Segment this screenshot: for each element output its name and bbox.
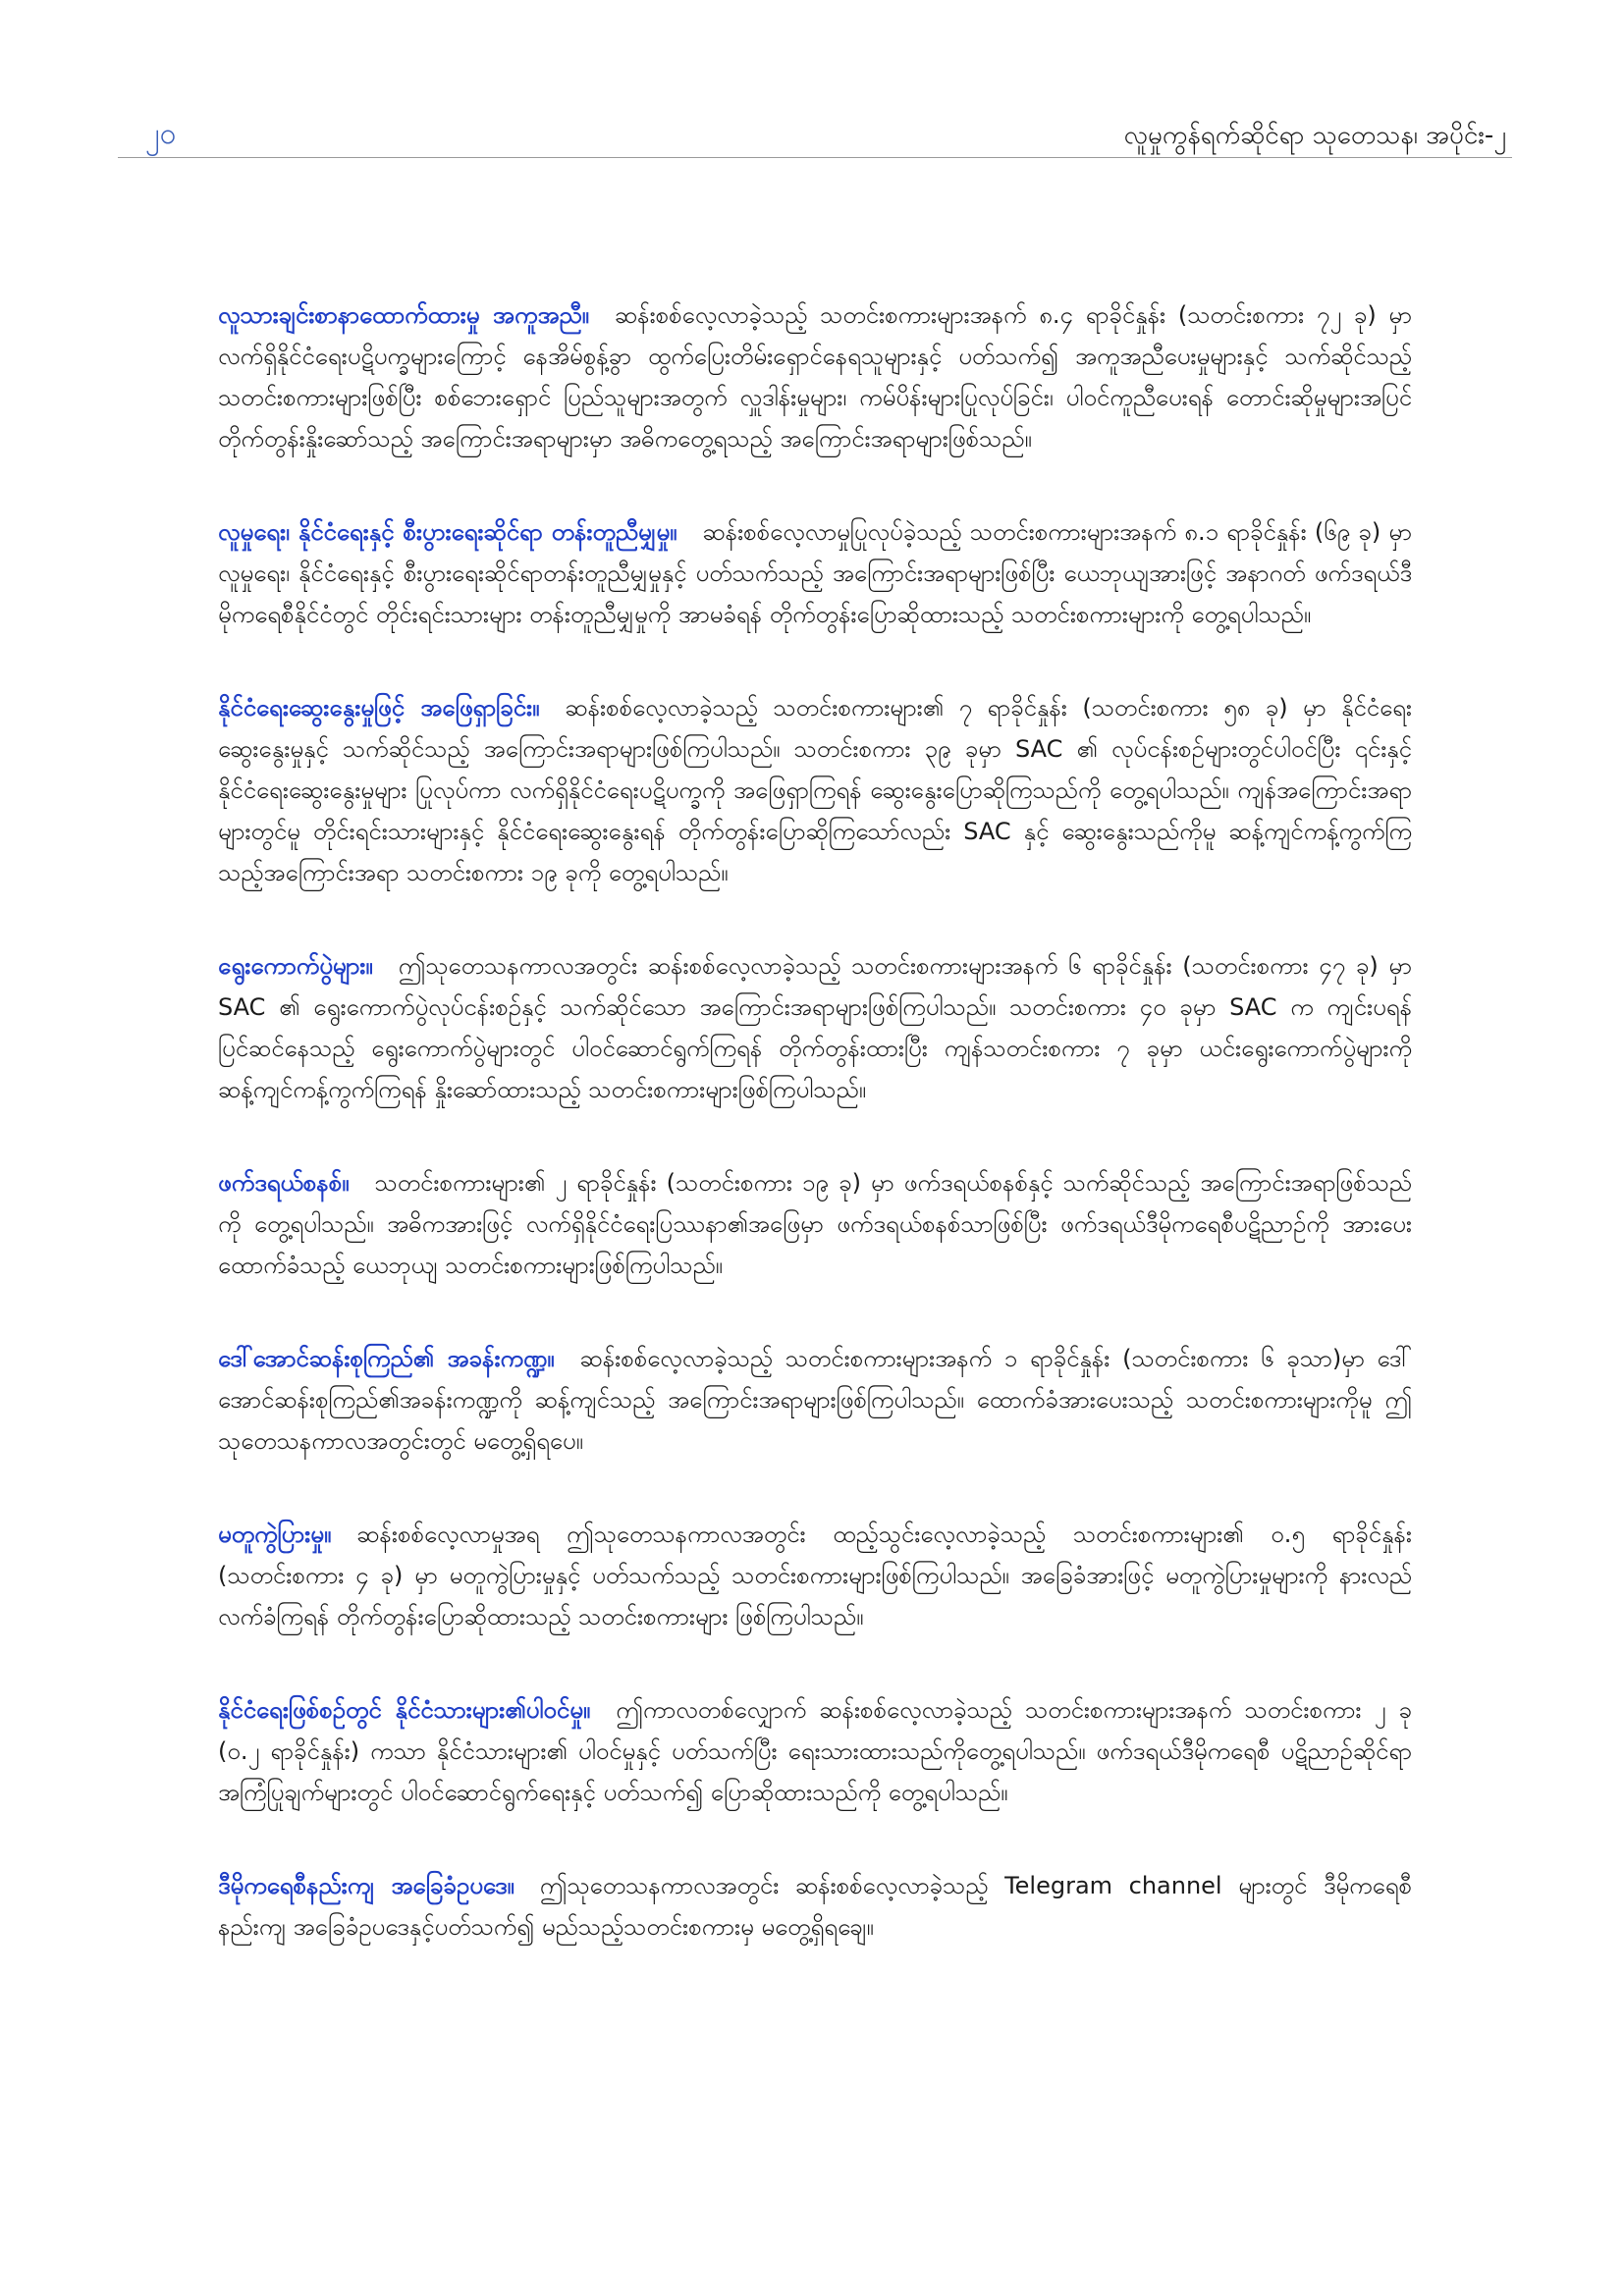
section-heading: ဖက်ဒရယ်စနစ်။ — [218, 1169, 350, 1197]
section-body: ဤသုတေသနကာလအတွင်း ဆန်းစစ်လေ့လာခဲ့သည့် သတင်းစကားများအနက် ၆ ရာခိုင်နှုန်း (သတင်းစကား ၄၇ ခု) မှာ SAC ၏ ရွေးကောက်ပွဲလုပ်ငန်းစဉ်နှင့် သက်ဆိုင်သော အကြောင်းအရာများဖြစ်ကြပါသည်။ သတင်းစကား ၄၀ ခုမှာ SAC က ကျင်းပရန် ပြင်ဆင်နေသည့် ရွေးကောက်ပွဲများတွင် ပါဝင်ဆောင်ရွက်ကြရန် တိုက်တွန်းထားပြီး ကျန်သတင်းစကား ၇ ခုမှာ ယင်းရွေးကောက်ပွဲများကို ဆန့်ကျင်ကန့်ကွက်ကြရန် နှိုးဆော်ထားသည့် သတင်းစကားများဖြစ်ကြပါသည်။ — [218, 952, 1412, 1103]
section-heading: ရွေးကောက်ပွဲများ။ — [218, 952, 373, 980]
section-aung-san-suu-kyi-role — [218, 1338, 1412, 1462]
section-equality — [218, 511, 1412, 635]
section-democratic-constitution — [218, 1865, 1412, 1948]
section-heading: ဒီမိုကရေစီနည်းကျ အခြေခံဥပဒေ။ — [218, 1872, 514, 1899]
section-heading: နိုင်ငံရေးဆွေးနွေးမှုဖြင့် အဖြေရှာခြင်း။ — [218, 694, 540, 721]
section-elections — [218, 945, 1412, 1110]
section-body: ဤသုတေသနကာလအတွင်း ဆန်းစစ်လေ့လာခဲ့သည့် Telegram channel များတွင် ဒီမိုကရေစီနည်းကျ အခြေခံဥပဒေနှင့်ပတ်သက်၍ မည်သည့်သတင်းစကားမှ မတွေ့ရှိရချေ။ — [218, 1872, 1412, 1941]
section-federalism — [218, 1162, 1412, 1286]
section-body: ဆန်းစစ်လေ့လာခဲ့သည့် သတင်းစကားများအနက် ၁ ရာခိုင်နှုန်း (သတင်းစကား ၆ ခုသာ)မှာ ဒေါ်အောင်ဆန်းစုကြည်၏အခန်းကဏ္ဍကို ဆန့်ကျင်သည့် အကြောင်းအရာများဖြစ်ကြပါသည်။ ထောက်ခံအားပေးသည့် သတင်းစကားများကိုမူ ဤသုတေသနကာလအတွင်းတွင် မတွေ့ရှိရပေ။ — [218, 1345, 1412, 1455]
document-body — [218, 294, 1412, 2000]
section-heading: ဒေါ်အောင်ဆန်းစုကြည်၏ အခန်းကဏ္ဍ။ — [218, 1345, 555, 1372]
section-heading: လူမှုရေး၊ နိုင်ငံရေးနှင့် စီးပွားရေးဆိုင်ရာ တန်းတူညီမျှမှု။ — [218, 518, 677, 546]
section-body: ဆန်းစစ်လေ့လာမှုပြုလုပ်ခဲ့သည့် သတင်းစကားများအနက် ၈.၁ ရာခိုင်နှုန်း (၆၉ ခု) မှာ လူမှုရေး၊ နိုင်ငံရေးနှင့် စီးပွားရေးဆိုင်ရာတန်းတူညီမျှမှုနှင့် ပတ်သက်သည့် အကြောင်းအရာများဖြစ်ပြီး ယေဘုယျအားဖြင့် အနာဂတ် ဖက်ဒရယ်ဒီမိုကရေစီနိုင်ငံတွင် တိုင်းရင်းသားများ တန်းတူညီမျှမှုကို အာမခံရန် တိုက်တွန်းပြောဆိုထားသည့် သတင်းစကားများကို တွေ့ရပါသည်။ — [218, 518, 1412, 628]
section-diversity — [218, 1514, 1412, 1637]
section-citizen-participation — [218, 1689, 1412, 1813]
section-heading: လူသားချင်းစာနာထောက်ထားမှု အကူအညီ။ — [218, 301, 589, 329]
section-body: ဆန်းစစ်လေ့လာမှုအရ ဤသုတေသနကာလအတွင်း ထည့်သွင်းလေ့လာခဲ့သည့် သတင်းစကားများ၏ ၀.၅ ရာခိုင်နှုန်း (သတင်းစကား ၄ ခု) မှာ မတူကွဲပြားမှုနှင့် ပတ်သက်သည့် သတင်းစကားများဖြစ်ကြပါသည်။ အခြေခံအားဖြင့် မတူကွဲပြားမှုများကို နားလည်လက်ခံကြရန် တိုက်တွန်းပြောဆိုထားသည့် သတင်းစကားများ ဖြစ်ကြပါသည်။ — [218, 1521, 1412, 1630]
section-body: သတင်းစကားများ၏ ၂ ရာခိုင်နှုန်း (သတင်းစကား ၁၉ ခု) မှာ ဖက်ဒရယ်စနစ်နှင့် သက်ဆိုင်သည့် အကြောင်းအရာဖြစ်သည်ကို တွေ့ရပါသည်။ အဓိကအားဖြင့် လက်ရှိနိုင်ငံရေးပြဿနာ၏အဖြေမှာ ဖက်ဒရယ်စနစ်သာဖြစ်ပြီး ဖက်ဒရယ်ဒီမိုကရေစီပဋိညာဉ်ကို အားပေးထောက်ခံသည့် ယေဘုယျ သတင်းစကားများဖြစ်ကြပါသည်။ — [218, 1169, 1412, 1279]
section-humanitarian-aid — [218, 294, 1412, 459]
section-heading: မတူကွဲပြားမှု။ — [218, 1521, 332, 1548]
section-political-dialogue — [218, 687, 1412, 893]
section-body: ဆန်းစစ်လေ့လာခဲ့သည့် သတင်းစကားများအနက် ၈.၄ ရာခိုင်နှုန်း (သတင်းစကား ၇၂ ခု) မှာ လက်ရှိနိုင်ငံရေးပဋိပက္ခများကြောင့် နေအိမ်စွန့်ခွာ ထွက်ပြေးတိမ်းရှောင်နေရသူများနှင့် ပတ်သက်၍ အကူအညီပေးမှုများနှင့် သက်ဆိုင်သည့် သတင်းစကားများဖြစ်ပြီး စစ်ဘေးရှောင် ပြည်သူများအတွက် လှူဒါန်းမှုများ၊ ကမ်ပိန်းများပြုလုပ်ခြင်း၊ ပါဝင်ကူညီပေးရန် တောင်းဆိုမှုများအပြင် တိုက်တွန်းနှိုးဆော်သည့် အကြောင်းအရာများမှာ အဓိကတွေ့ရသည့် အကြောင်းအရာများဖြစ်သည်။ — [218, 301, 1412, 453]
running-title: လူမှုကွန်ရက်ဆိုင်ရာ သုတေသန၊ အပိုင်း-၂ — [1123, 121, 1506, 150]
section-body: ဤကာလတစ်လျှောက် ဆန်းစစ်လေ့လာခဲ့သည့် သတင်းစကားများအနက် သတင်းစကား ၂ ခု (၀.၂ ရာခိုင်နှုန်း) ကသာ နိုင်ငံသားများ၏ ပါဝင်မှုနှင့် ပတ်သက်ပြီး ရေးသားထားသည်ကိုတွေ့ရပါသည်။ ဖက်ဒရယ်ဒီမိုကရေစီ ပဋိညာဉ်ဆိုင်ရာ အကြံပြုချက်များတွင် ပါဝင်ဆောင်ရွက်ရေးနှင့် ပတ်သက်၍ ပြောဆိုထားသည်ကို တွေ့ရပါသည်။ — [218, 1696, 1413, 1806]
section-heading: နိုင်ငံရေးဖြစ်စဉ်တွင် နိုင်ငံသားများ၏ပါဝင်မှု။ — [218, 1696, 591, 1724]
section-body: ဆန်းစစ်လေ့လာခဲ့သည့် သတင်းစကားများ၏ ၇ ရာခိုင်နှုန်း (သတင်းစကား ၅၈ ခု) မှာ နိုင်ငံရေးဆွေးနွေးမှုနှင့် သက်ဆိုင်သည့် အကြောင်းအရာများဖြစ်ကြပါသည်။ သတင်းစကား ၃၉ ခုမှာ SAC ၏ လုပ်ငန်းစဉ်များတွင်ပါဝင်ပြီး ၎င်းနှင့် နိုင်ငံရေးဆွေးနွေးမှုများ ပြုလုပ်ကာ လက်ရှိနိုင်ငံရေးပဋိပက္ခကို အဖြေရှာကြရန် ဆွေးနွေးပြောဆိုကြသည်ကို တွေ့ရပါသည်။ ကျန်အကြောင်းအရာများတွင်မူ တိုင်းရင်းသားများနှင့် နိုင်ငံရေးဆွေးနွေးရန် တိုက်တွန်းပြောဆိုကြသော်လည်း SAC နှင့် ဆွေးနွေးသည်ကိုမူ ဆန့်ကျင်ကန့်ကွက်ကြသည့်အကြောင်းအရာ သတင်းစကား ၁၉ ခုကို တွေ့ရပါသည်။ — [218, 694, 1413, 886]
page-number: ၂၀ — [145, 117, 177, 151]
page-header — [118, 110, 1512, 158]
